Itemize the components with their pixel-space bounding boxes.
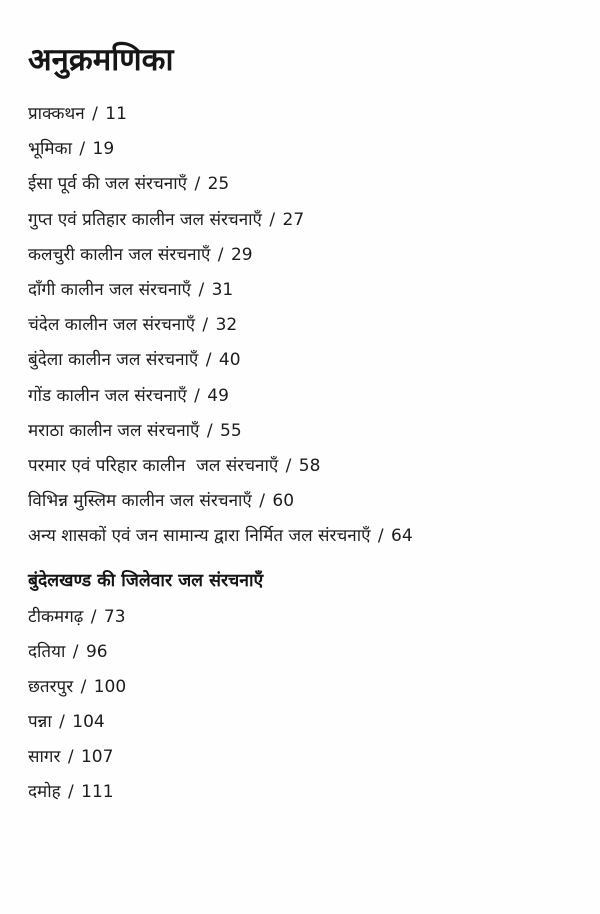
toc-entry-page: 60 <box>272 491 295 512</box>
district-entry-page: 111 <box>81 782 114 802</box>
page-separator: / <box>53 712 71 732</box>
district-entry[interactable] <box>28 705 126 740</box>
toc-entry-label: बुंदेला कालीन जल संरचनाएँ <box>28 350 199 371</box>
toc-entry-label: अन्य शासकों एवं जन सामान्य द्वारा निर्मित जल संरचनाएँ <box>28 526 371 547</box>
toc-entry-label: प्राक्कथन <box>28 104 85 124</box>
toc-entry-page: 40 <box>218 350 241 371</box>
toc-entry[interactable] <box>28 343 413 378</box>
toc-entry-label: ईसा पूर्व की जल संरचनाएँ <box>28 174 188 195</box>
toc-entry[interactable] <box>28 203 413 238</box>
page-separator: / <box>73 139 91 160</box>
toc-entry-label: गोंड कालीन जल संरचनाएँ <box>28 385 187 406</box>
district-entry-label: पन्ना <box>28 712 52 732</box>
toc-entry-page: 19 <box>92 139 115 160</box>
district-entry-page: 100 <box>93 677 127 697</box>
page-separator: / <box>212 244 229 265</box>
page-separator: / <box>75 677 92 697</box>
district-entry[interactable] <box>28 775 126 810</box>
toc-entry-page: 27 <box>282 209 305 230</box>
district-entry[interactable] <box>28 670 126 705</box>
district-entry[interactable] <box>28 600 126 635</box>
toc-entry[interactable] <box>28 132 413 167</box>
toc-entry-page: 31 <box>211 279 234 300</box>
page-separator: / <box>200 350 217 371</box>
toc-entry[interactable] <box>28 97 413 132</box>
page-separator: / <box>193 279 210 300</box>
toc-entry[interactable] <box>28 484 413 519</box>
toc-entry-list <box>28 97 413 554</box>
district-entry-list <box>28 600 126 810</box>
toc-entry-page: 64 <box>391 526 413 547</box>
district-entry[interactable] <box>28 740 126 775</box>
page-separator: / <box>201 420 219 441</box>
district-entry-label: छतरपुर <box>28 677 74 697</box>
district-entry-label: सागर <box>28 747 61 767</box>
page-title: अनुक्रमणिका <box>28 42 174 78</box>
toc-entry[interactable] <box>28 449 413 484</box>
toc-entry-label: गुप्त एवं प्रतिहार कालीन जल संरचनाएँ <box>28 209 262 230</box>
toc-entry-page: 49 <box>207 385 229 406</box>
district-entry-page: 96 <box>85 642 108 662</box>
toc-entry-label: दाँगी कालीन जल संरचनाएँ <box>28 279 192 300</box>
district-entry-label: टीकमगढ़ <box>28 607 84 627</box>
district-entry-page: 107 <box>80 747 114 767</box>
toc-entry-page: 58 <box>298 455 321 476</box>
toc-entry-page: 55 <box>220 420 242 441</box>
page-separator: / <box>62 747 79 767</box>
district-entry[interactable] <box>28 635 126 670</box>
page-separator: / <box>62 782 80 802</box>
toc-entry-page: 29 <box>230 244 253 265</box>
page-separator: / <box>86 104 104 124</box>
section-heading: बुंदेलखण्ड की जिलेवार जल संरचनाएँ <box>28 571 264 591</box>
toc-entry[interactable] <box>28 379 413 414</box>
toc-entry-label: परमार एवं परिहार कालीन जल संरचनाएँ <box>28 455 279 476</box>
toc-entry-page: 11 <box>105 104 127 124</box>
toc-entry[interactable] <box>28 414 413 449</box>
district-entry-page: 104 <box>72 712 105 732</box>
toc-entry-label: चंदेल कालीन जल संरचनाएँ <box>28 315 196 336</box>
page-separator: / <box>372 526 390 547</box>
page-separator: / <box>253 491 271 512</box>
toc-entry[interactable] <box>28 519 413 554</box>
toc-entry[interactable] <box>28 273 413 308</box>
page-separator: / <box>67 642 84 662</box>
toc-entry-page: 25 <box>207 174 230 195</box>
toc-entry-label: कलचुरी कालीन जल संरचनाएँ <box>28 244 211 265</box>
page-separator: / <box>188 385 206 406</box>
district-entry-label: दतिया <box>28 642 66 662</box>
toc-entry[interactable] <box>28 308 413 343</box>
toc-entry-label: मराठा कालीन जल संरचनाएँ <box>28 420 200 441</box>
toc-entry-page: 32 <box>215 315 238 336</box>
toc-entry[interactable] <box>28 167 413 202</box>
district-entry-label: दमोह <box>28 782 61 802</box>
page-separator: / <box>263 209 281 230</box>
toc-entry-label: विभिन्न मुस्लिम कालीन जल संरचनाएँ <box>28 491 252 512</box>
page-separator: / <box>85 607 102 627</box>
toc-entry-label: भूमिका <box>28 139 72 160</box>
page-separator: / <box>197 315 214 336</box>
page-separator: / <box>189 174 206 195</box>
toc-entry[interactable] <box>28 238 413 273</box>
district-entry-page: 73 <box>103 607 126 627</box>
page-separator: / <box>280 455 297 476</box>
